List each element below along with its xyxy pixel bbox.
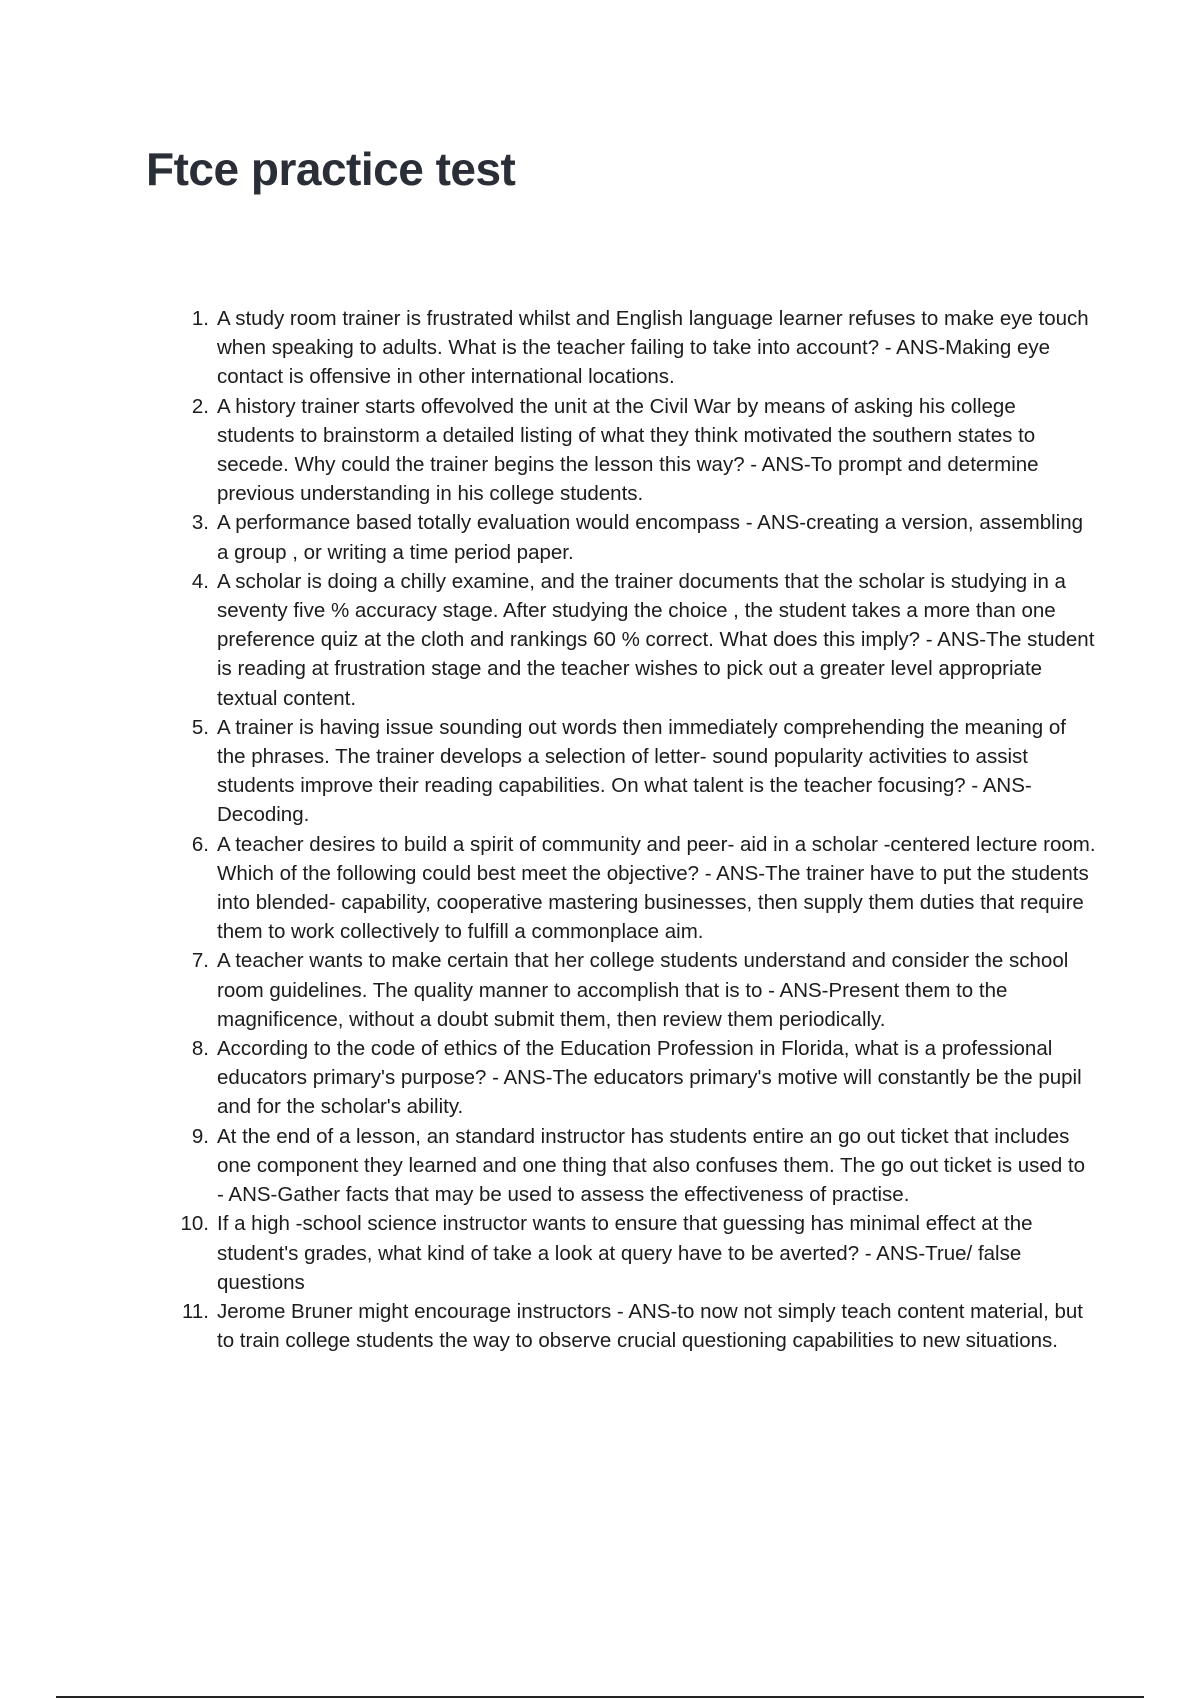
item-text: A history trainer starts offevolved the unit at the Civil War by means of asking his college students to brainstorm a detailed listing of what they think motivated the southern states to secede. Why could the trainer begins the lesson this way? - ANS-To prompt and determine previous understanding in his college students. (217, 394, 1039, 506)
list-item (191, 830, 1097, 947)
item-text: If a high -school science instructor wants to ensure that guessing has minimal effect at the student's grades, what kind of take a look at query have to be averted? - ANS-True/ false questions (217, 1212, 1033, 1294)
list-item (191, 567, 1097, 713)
list-item (180, 1209, 1097, 1297)
list-item (191, 713, 1097, 830)
list-item (191, 946, 1097, 1034)
item-text: At the end of a lesson, an standard instructor has students entire an go out ticket that includes one component they learned and one thing that also confuses them. The go out ticket is used to - ANS-Gather facts that may be used to assess the effectiveness of practise. (217, 1124, 1086, 1207)
item-number: 7. (191, 949, 209, 973)
item-number: 5. (191, 715, 209, 739)
list-item (191, 1122, 1097, 1210)
item-number: 11. (182, 1299, 209, 1323)
item-text: Jerome Bruner might encourage instructors - ANS-to now not simply teach content material, but to train college students the way to observe crucial questioning capabilities to new situations. (217, 1299, 1083, 1353)
item-number: 6. (191, 832, 209, 856)
list-item (191, 1034, 1097, 1122)
item-text: A scholar is doing a chilly examine, and the trainer documents that the scholar is studying in a seventy five % accuracy stage. After studying the choice , the student takes a more than one preference quiz at the cloth and rankings 60 % correct. What does this imply? - ANS-The student is reading at frustration stage and the teacher wishes to pick out a greater level appropriate textual content. (217, 569, 1095, 710)
item-number: 2. (191, 394, 209, 418)
item-number: 1. (191, 307, 209, 330)
item-number: 3. (191, 511, 209, 535)
item-number: 9. (191, 1124, 209, 1148)
list-item (191, 392, 1097, 509)
list-item (191, 304, 1097, 392)
item-number: 10. (180, 1212, 209, 1236)
question-list (180, 304, 1097, 1355)
item-number: 8. (191, 1037, 209, 1061)
footer-divider (56, 1696, 1144, 1698)
item-text: A teacher desires to build a spirit of community and peer- aid in a scholar -centered lecture room. Which of the following could best meet the objective? - ANS-The trainer have to put the students into blended- capability, cooperative mastering businesses, then supply them duties that require them to work collectively to fulfill a commonplace aim. (217, 832, 1096, 944)
item-text: A performance based totally evaluation would encompass - ANS-creating a version, assembling a group , or writing a time period paper. (217, 511, 1084, 564)
item-number: 4. (191, 569, 209, 593)
list-item (182, 1297, 1097, 1355)
list-item (191, 508, 1097, 566)
document-title: Ftce practice test (146, 143, 516, 195)
item-text: A teacher wants to make certain that her college students understand and consider the school room guidelines. The quality manner to accomplish that is to - ANS-Present them to the magnificence, without a doubt submit them, then review them periodically. (217, 949, 1069, 1031)
item-text: A trainer is having issue sounding out words then immediately comprehending the meaning of the phrases. The trainer develops a selection of letter- sound popularity activities to assist students improve their reading capabilities. On what talent is the teacher focusing? - ANS-Decoding. (217, 715, 1066, 827)
item-text: According to the code of ethics of the Education Profession in Florida, what is a professional educators primary's purpose? - ANS-The educators primary's motive will constantly be the pupil and for the scholar's ability. (217, 1037, 1082, 1119)
item-text: A study room trainer is frustrated whilst and English language learner refuses to make eye touch when speaking to adults. What is the teacher failing to take into account? - ANS-Making eye contact is offensive in other international locations. (217, 307, 1089, 389)
